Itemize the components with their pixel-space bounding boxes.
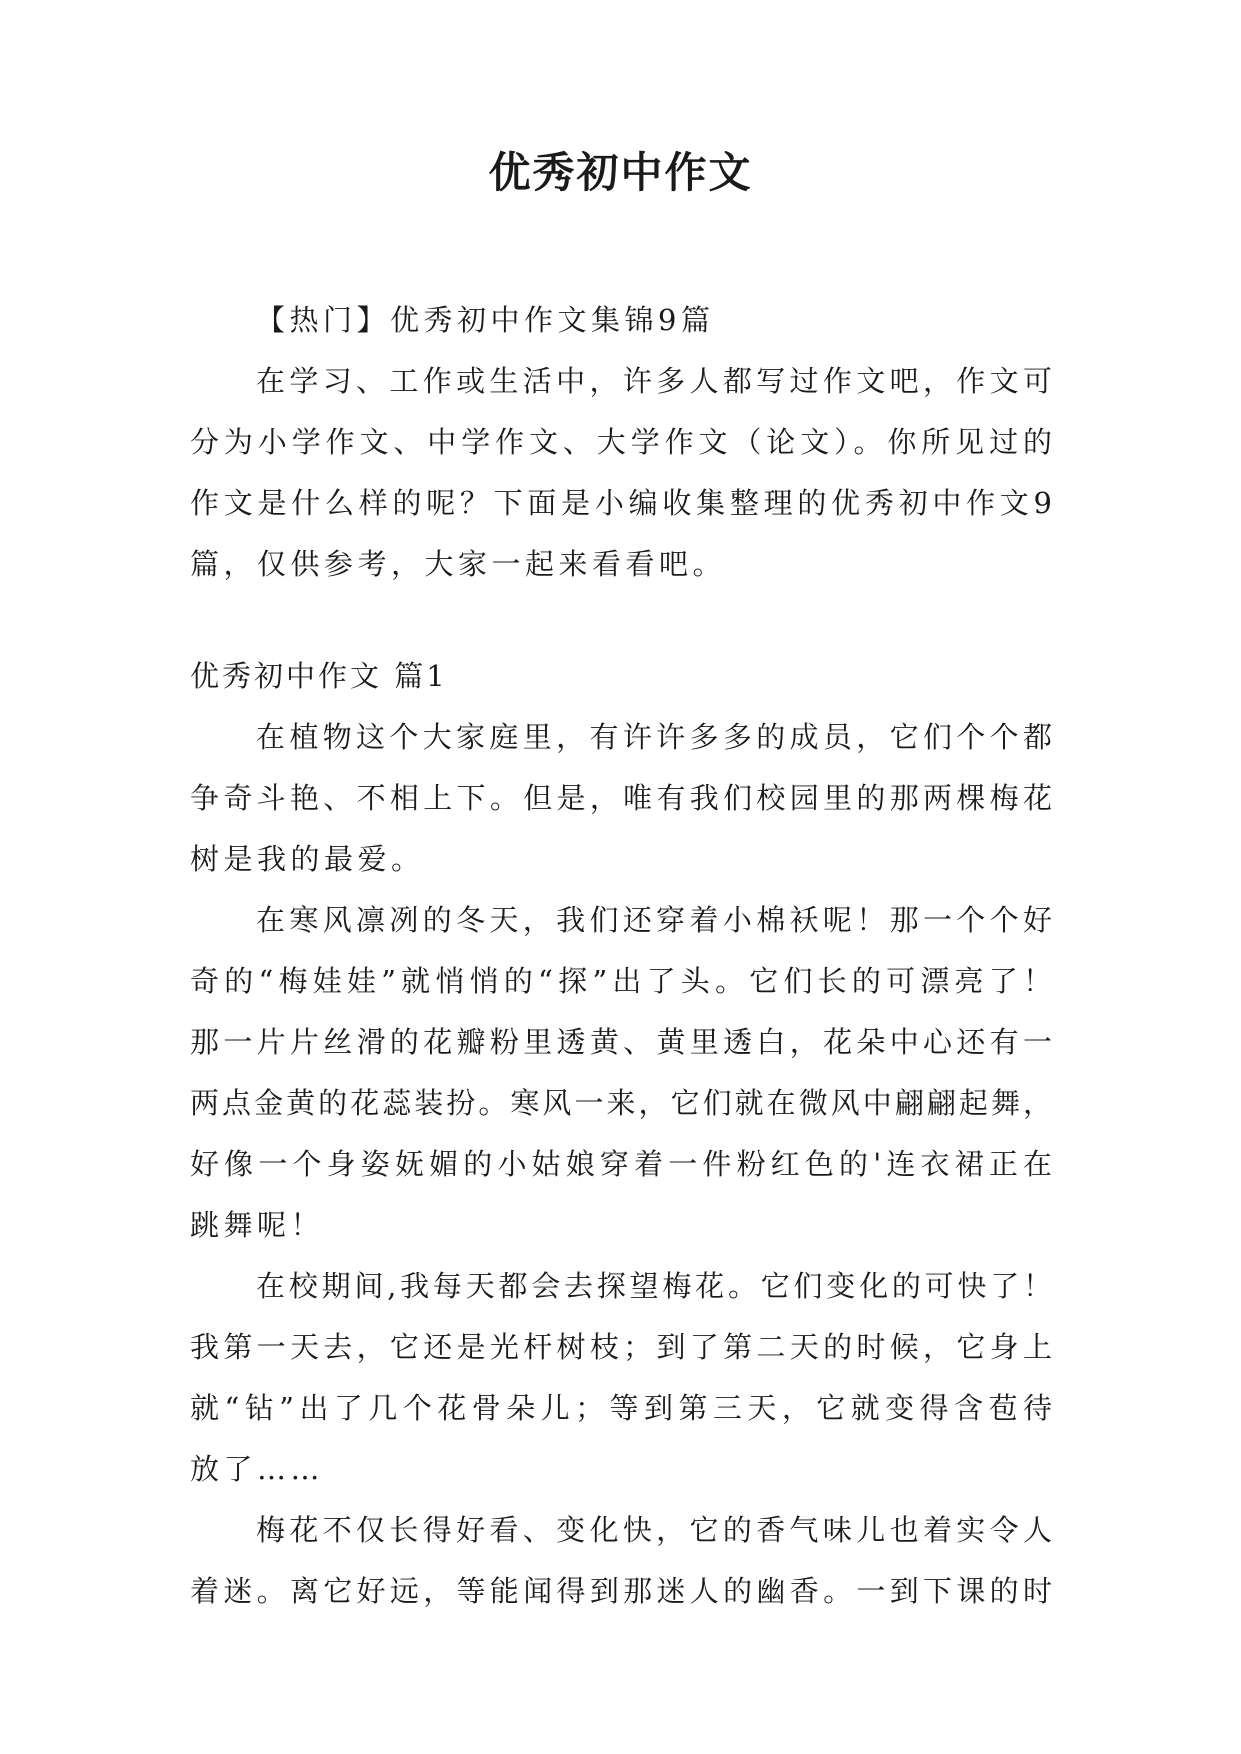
- paragraph-line: 分为小学作文、中学作文、大学作文（论文）。你所见过的: [190, 425, 1052, 459]
- section-spacer: [190, 595, 1052, 646]
- section-heading: 优秀初中作文 篇1: [190, 659, 448, 693]
- section-paragraph: [190, 890, 1052, 1256]
- section-paragraph: [190, 1500, 1052, 1622]
- paragraph-line: 两点金黄的花蕊装扮。寒风一来，它们就在微风中翩翩起舞，: [190, 1086, 1052, 1120]
- paragraph-line: 我第一天去，它还是光杆树枝；到了第二天的时候，它身上: [190, 1330, 1052, 1364]
- section-paragraph: [190, 707, 1052, 890]
- paragraph-line: 在寒风凛冽的冬天，我们还穿着小棉袄呢！那一个个好: [256, 903, 1052, 937]
- paragraph-line: 奇的“梅娃娃”就悄悄的“探”出了头。它们长的可漂亮了！: [190, 964, 1052, 998]
- paragraph-line: 梅花不仅长得好看、变化快，它的香气味儿也着实令人: [256, 1513, 1052, 1547]
- paragraph-line: 树是我的最爱。: [190, 842, 425, 876]
- paragraph-line: 在植物这个大家庭里，有许许多多的成员，它们个个都: [256, 720, 1052, 754]
- paragraph-line: 在学习、工作或生活中，许多人都写过作文吧，作文可: [256, 364, 1052, 398]
- document-title: 优秀初中作文: [488, 148, 753, 197]
- paragraph-line: 作文是什么样的呢？下面是小编收集整理的优秀初中作文9: [190, 486, 1052, 520]
- paragraph-line: 放了……: [190, 1452, 325, 1486]
- paragraph-line: 好像一个身姿妩媚的小姑娘穿着一件粉红色的'连衣裙正在: [190, 1147, 1052, 1181]
- section-paragraph: [190, 1256, 1052, 1500]
- paragraph-line: 争奇斗艳、不相上下。但是，唯有我们校园里的那两棵梅花: [190, 781, 1052, 815]
- paragraph-line: 在校期间,我每天都会去探望梅花。它们变化的可快了！: [256, 1269, 1052, 1303]
- document-body: [190, 290, 1052, 1622]
- paragraph-line: 那一片片丝滑的花瓣粉里透黄、黄里透白，花朵中心还有一: [190, 1025, 1052, 1059]
- paragraph-line: 就“钻”出了几个花骨朵儿；等到第三天，它就变得含苞待: [190, 1391, 1052, 1425]
- paragraph-line: 跳舞呢！: [190, 1208, 325, 1242]
- intro-paragraph: [190, 351, 1052, 595]
- paragraph-line: 着迷。离它好远，等能闻得到那迷人的幽香。一到下课的时: [190, 1574, 1052, 1608]
- intro-tag-line: 【热门】优秀初中作文集锦9篇: [256, 303, 715, 337]
- paragraph-line: 篇，仅供参考，大家一起来看看吧。: [190, 547, 727, 581]
